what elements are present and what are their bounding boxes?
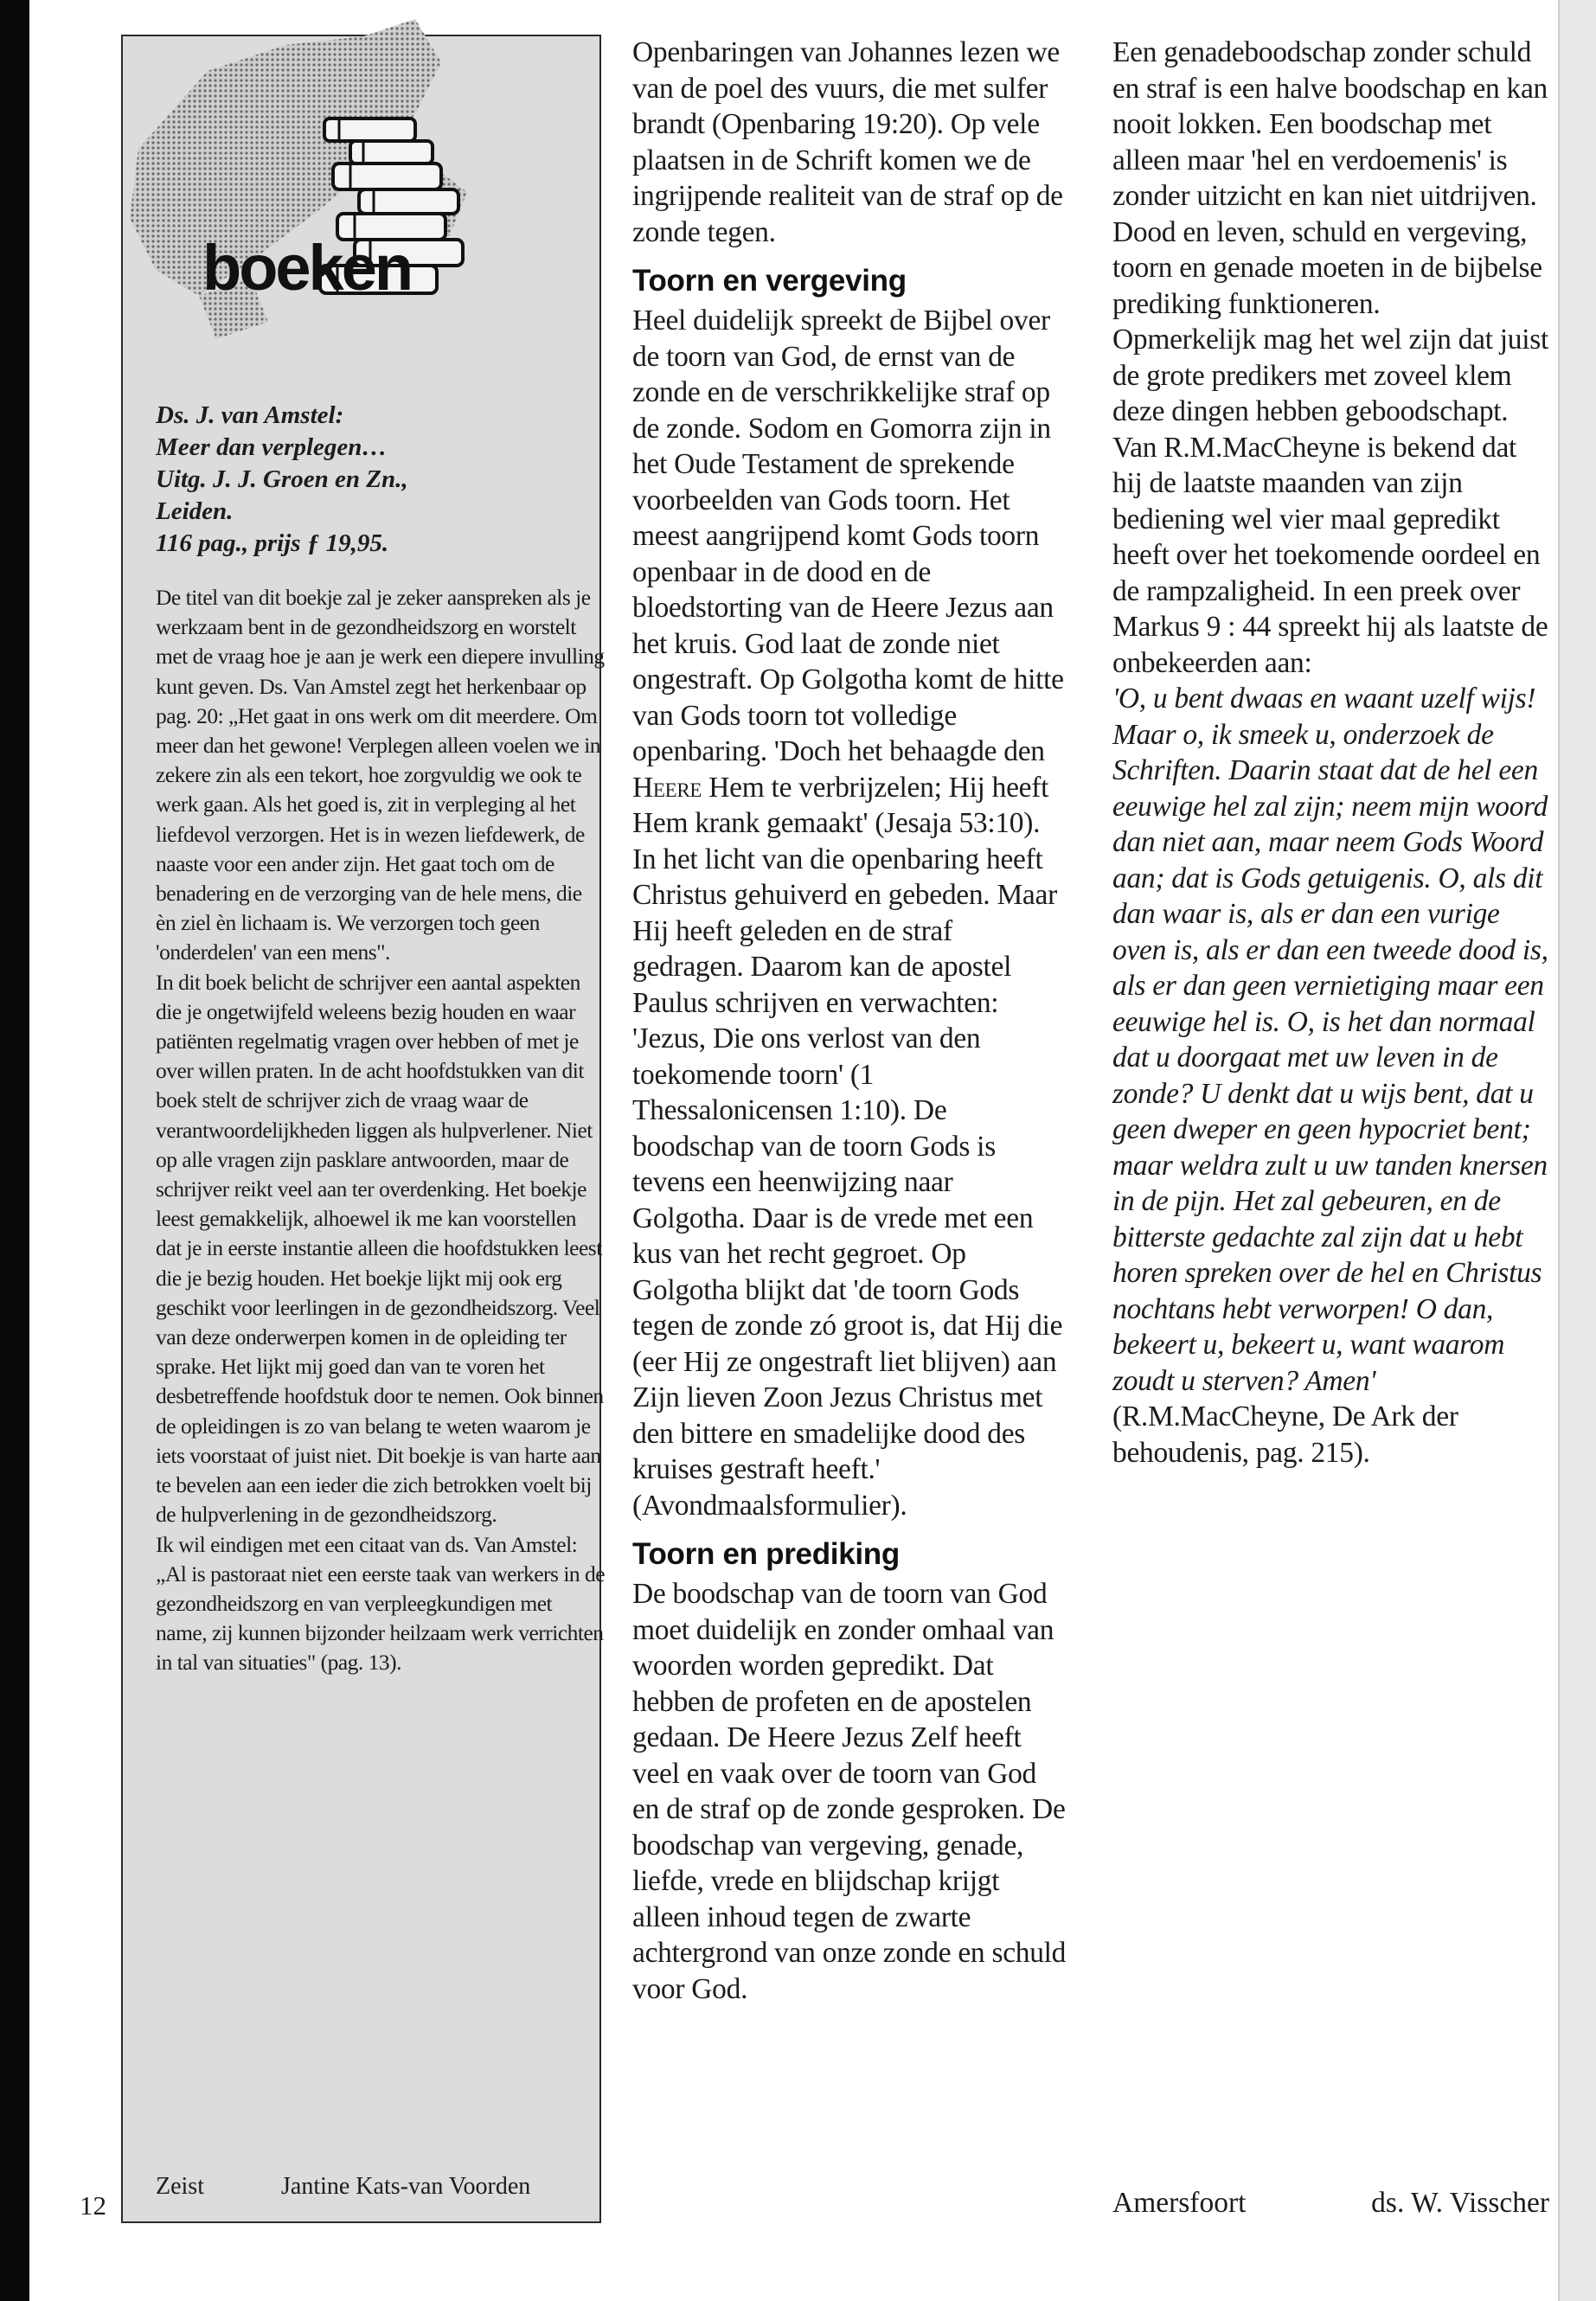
- review-paragraph: De titel van dit boekje zal je zeker aanspreken als je werkzaam bent in de gezondheidszorg en worstelt met de vraag hoe je aan je werk een diepere invulling kunt geven. Ds. Van Amstel zegt het herkenbaar op pag. 20: „Het gaat in ons werk om dit meerdere. Om meer dan het gewone! Verplegen alleen voelen we in zekere zin als een tekort, hoe zorgvuldig we ook te werk gaan. Als het goed is, zit in verpleging al het liefdevol verzorgen. Het is in wezen liefdewerk, de naaste voor een ander zijn. Het gaat toch om de benadering en de verzorging van de hele mens, die èn ziel èn lichaam is. We verzorgen toch geen 'onderdelen' van een mens".: [156, 585, 605, 965]
- review-signature: [156, 2173, 606, 2201]
- review-text: [156, 583, 606, 1678]
- article-signature-place: Amersfoort: [1112, 2187, 1247, 2219]
- maccheyne-quote: 'O, u bent dwaas en waant uzelf wijs! Maar o, ik smeek u, onderzoek de Schriften. Daarin staat dat de hel een eeuwige hel zal zijn; neem mijn woord dan niet aan, maar neem Gods Woord aan; dat is Gods getuigenis. O, als dit dan waar is, als er dan een vurige oven is, als er dan een tweede dood is, als er dan geen vernietiging maar een eeuwige hel is. O, is het dan normaal dat u doorgaat met uw leven in de zonde? U denkt dat u wijs bent, dat u geen dweper en geen hypocriet bent; maar weldra zult u uw tanden knersen in de pijn. Het zal gebeuren, en de bitterste gedachte zal zijn dat u hebt horen spreken over de hel en Christus nochtans hebt verworpen! O dan, bekeert u, bekeert u, want waarom zoudt u sterven? Amen': [1112, 683, 1548, 1397]
- book-author: Ds. J. van Amstel:: [156, 401, 344, 429]
- heere-small-caps: Heere: [632, 771, 702, 804]
- review-paragraph: Ik wil eindigen met een citaat van ds. Van Amstel: „Al is pastoraat niet een eerste taak van werkers in de gezondheidszorg en van verpleegkundigen met name, zij kunnen bijzonder heilzaam werk verrichten in tal van situaties" (pag. 13).: [156, 1531, 606, 1676]
- book-price: 116 pag., prijs ƒ 19,95.: [156, 529, 389, 557]
- scan-left-edge: [0, 0, 29, 2301]
- review-paragraph: In dit boek belicht de schrijver een aantal aspekten die je ongetwijfeld weleens bezig houden en waar patiënten regelmatig vragen over hebben of met je over willen praten. In de acht hoofdstukken van dit boek stelt de schrijver zich de vraag waar de verantwoordelijkheden liggen als hulpverlener. Niet op alle vragen zijn pasklare antwoorden, maar de schrijver reikt veel aan ter overdenking. Het boekje leest gemakkelijk, alhoewel ik me kan voorstellen dat je in eerste instantie alleen die hoofdstukken leest die je bezig houden. Het boekje lijkt mij ook erg geschikt voor leerlingen in de gezondheidszorg. Veel van deze onderwerpen komen in de opleiding ter sprake. Het lijkt mij goed dan van te voren het desbetreffende hoofdstuk door te nemen. Ook binnen de opleidingen is zo van belang te weten waarom je iets voorstaat of juist niet. Dit boekje is van harte aan te bevelen aan een ieder die zich betrokken voelt bij de hulpverlening in de gezondheidszorg.: [156, 969, 604, 1528]
- article-section2-p1: De boodschap van de toorn van God moet duidelijk en zonder omhaal van woorden worden gepredikt. Dat hebben de profeten en de apostelen gedaan. De Heere Jezus Zelf heeft veel en vaak over de toorn van God en de straf op de zonde gesproken. De boodschap van vergeving, genade, liefde, vrede en blijdschap krijgt alleen inhoud tegen de zwarte achtergrond van onze zonde en schuld voor God.: [632, 1578, 1067, 2005]
- article-section1: [632, 303, 1069, 1523]
- article-section1-part2: Hem te verbrijzelen; Hij heeft Hem krank gemaakt' (Jesaja 53:10). In het licht van die openbaring heeft Christus gehuiverd en gebeden. Maar Hij heeft geleden en de straf gedragen. Daarom kan de apostel Paulus schrijven en verwachten: 'Jezus, Die ons verlost van den toekomende toorn' (1 Thessalonicensen 1:10). De boodschap van de toorn Gods is tevens een heenwijzing naar Golgotha. Daar is de vrede met een kus van het recht gegroet. Op Golgotha blijkt dat 'de toorn Gods tegen de zonde zó groot is, dat Hij die (eer Hij ze ongestraft liet blijven) aan Zijn lieven Zoon Jezus Christus met den bittere en smadelijke dood des kruises gestraft heeft.' (Avondmaalsformulier).: [632, 771, 1063, 1522]
- book-review-box: [121, 35, 606, 2223]
- article-intro: Openbaringen van Johannes lezen we van de poel des vuurs, die met sulfer brandt (Openbaring 19:20). Op vele plaatsen in de Schrift komen we de ingrijpende realiteit van de straf op de zonde tegen.: [632, 36, 1063, 248]
- article-column-middle: [632, 35, 1069, 2007]
- article-section2-p3: Opmerkelijk mag het wel zijn dat juist de grote predikers met zoveel klem deze dingen hebben geboodschapt. Van R.M.MacCheyne is bekend dat hij de laatste maanden van zijn bediening wel vier maal gepredikt heeft over het toekomende oordeel en de rampzaligheid. In een preek over Markus 9 : 44 spreekt hij als laatste de onbekeerden aan:: [1112, 324, 1549, 679]
- section-heading-toorn-en-prediking: Toorn en prediking: [632, 1537, 900, 1571]
- article-signature-name: ds. W. Visscher: [1371, 2187, 1549, 2219]
- article-signature: [1112, 2187, 1549, 2220]
- book-publisher: Uitg. J. J. Groen en Zn.,: [156, 465, 408, 493]
- review-signature-name: Jantine Kats-van Voorden: [281, 2173, 531, 2200]
- book-details: [156, 400, 588, 560]
- quote-source: (R.M.MacCheyne, De Ark der behoudenis, pag. 215).: [1112, 1400, 1458, 1469]
- book-publisher-city: Leiden.: [156, 497, 234, 525]
- scan-right-edge: [1558, 0, 1596, 2301]
- books-stack-icon: [104, 10, 588, 356]
- section-title: boeken: [202, 232, 412, 304]
- section-heading-toorn-en-vergeving: Toorn en vergeving: [632, 264, 907, 298]
- article-section1-part1: Heel duidelijk spreekt de Bijbel over de toorn van God, de ernst van de zonde en de verschrikkelijke straf op de zonde. Sodom en Gomorra zijn in het Oude Testament de sprekende voorbeelden van Gods toorn. Het meest aangrijpend komt Gods toorn openbaar in de dood en de bloedstorting van de Heere Jezus aan het kruis. God laat de zonde niet ongestraft. Op Golgotha komt de hitte van Gods toorn tot volledige openbaring. 'Doch het behaagde den: [632, 304, 1064, 767]
- review-signature-place: Zeist: [156, 2173, 204, 2200]
- article-column-right: [1112, 35, 1549, 1471]
- book-title: Meer dan verplegen…: [156, 433, 388, 461]
- page-number: 12: [80, 2190, 106, 2221]
- article-section2-p2: Een genadeboodschap zonder schuld en straf is een halve boodschap en kan nooit lokken. Een boodschap met alleen maar 'hel en verdoemenis' is zonder uitzicht en kan niet uitdrijven. Dood en leven, schuld en vergeving, toorn en genade moeten in de bijbelse prediking funktioneren.: [1112, 36, 1548, 320]
